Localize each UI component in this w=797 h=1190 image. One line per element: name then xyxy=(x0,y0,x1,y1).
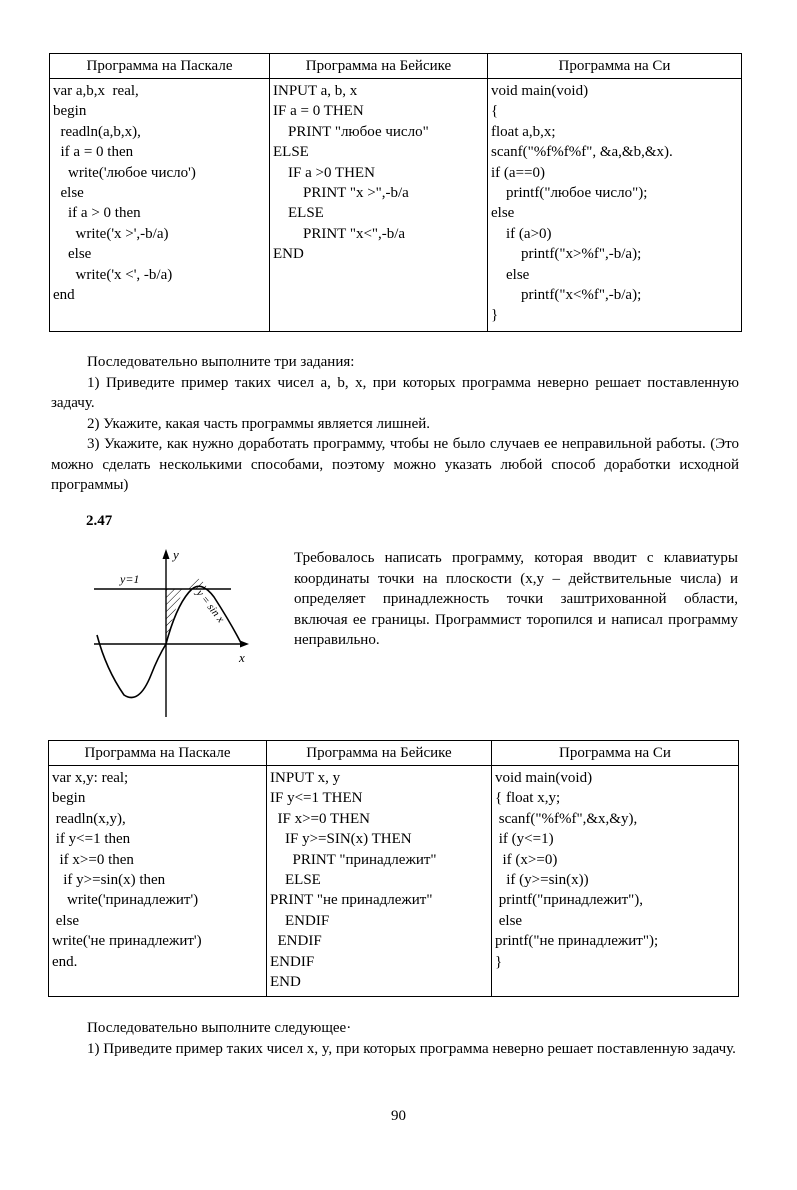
program-table-2 xyxy=(48,740,739,997)
task-intro: Последовательно выполните три задания: xyxy=(87,354,355,370)
y-equals-1-label: y=1 xyxy=(120,572,140,586)
pascal-code xyxy=(49,766,267,997)
problem-number: 2.47 xyxy=(86,513,113,529)
code-line: end xyxy=(53,287,75,304)
code-line: end. xyxy=(52,953,78,970)
code-line: END xyxy=(273,246,304,263)
code-line: var a,b,x real, xyxy=(53,83,139,99)
header-pascal: Программа на Паскале xyxy=(49,741,267,766)
code-line: write('любое число') xyxy=(53,164,196,181)
code-line: readln(x,y), xyxy=(52,810,126,827)
code-line: write('x <', -b/a) xyxy=(53,266,173,283)
code-line: if (x>=0) xyxy=(495,851,558,868)
code-line: PRINT "любое число" xyxy=(273,123,429,140)
code-line: INPUT x, y xyxy=(270,770,341,786)
task-item: 1) Приведите пример таких чисел a, b, x, при которых программа неверно решает поставленную задачу. xyxy=(51,374,739,411)
task-list-2 xyxy=(51,1018,739,1059)
code-line: else xyxy=(53,246,92,263)
code-line: { xyxy=(491,103,499,120)
code-line: printf("любое число"); xyxy=(491,185,648,202)
code-line: PRINT "x<",-b/a xyxy=(273,225,406,242)
x-axis-label: x xyxy=(239,650,245,665)
page-number: 90 xyxy=(391,1108,406,1124)
code-line: printf("не принадлежит"); xyxy=(495,933,659,950)
code-line: scanf("%f%f%f", &a,&b,&x). xyxy=(491,144,673,161)
code-line: else xyxy=(491,205,515,222)
sine-curve-label: y = sin x xyxy=(193,587,227,626)
code-line: else xyxy=(52,912,80,929)
region-graph xyxy=(84,545,264,720)
code-line: ELSE xyxy=(273,144,309,161)
task-item: 1) Приведите пример таких чисел x, y, при которых программа неверно решает поставленную задачу. xyxy=(87,1040,736,1057)
basic-code xyxy=(267,766,492,997)
code-line: IF a = 0 THEN xyxy=(273,103,364,120)
task-item: 3) Укажите, как нужно доработать программу, чтобы не было случаев ее неправильной работы. (Это можно сделать несколькими способами, поэтому можно указать любой способ доработки исходной программы) xyxy=(51,436,739,493)
code-line: ENDIF xyxy=(270,933,322,950)
header-basic: Программа на Бейсике xyxy=(267,741,492,766)
code-line: ELSE xyxy=(270,872,321,889)
code-line: else xyxy=(491,266,530,283)
code-line: begin xyxy=(53,103,87,120)
code-line: scanf("%f%f",&x,&y), xyxy=(495,810,638,827)
c-code xyxy=(492,766,739,997)
code-line: if a > 0 then xyxy=(53,205,141,222)
code-line: write('x >',-b/a) xyxy=(53,225,169,242)
code-line: else xyxy=(495,912,523,929)
code-line: } xyxy=(491,307,499,324)
task-item: 2) Укажите, какая часть программы является лишней. xyxy=(87,415,431,432)
code-line: ELSE xyxy=(273,205,324,222)
code-line: if a = 0 then xyxy=(53,144,134,161)
header-pascal: Программа на Паскале xyxy=(50,54,270,79)
code-line: IF a >0 THEN xyxy=(273,164,375,181)
code-line: var x,y: real; xyxy=(52,770,129,786)
pascal-code xyxy=(50,79,270,332)
code-line: if (a==0) xyxy=(491,164,545,181)
code-line: if (a>0) xyxy=(491,225,552,242)
header-c: Программа на Си xyxy=(492,741,739,766)
code-line: { float x,y; xyxy=(495,790,561,807)
header-c: Программа на Си xyxy=(488,54,742,79)
task-list-1 xyxy=(51,352,739,496)
code-line: write('не принадлежит') xyxy=(52,933,202,950)
c-code xyxy=(488,79,742,332)
code-line: ENDIF xyxy=(270,912,330,929)
code-line: printf("x<%f",-b/a); xyxy=(491,287,642,304)
code-line: END xyxy=(270,974,301,991)
code-line: printf("x>%f",-b/a); xyxy=(491,246,642,263)
code-line: printf("принадлежит"), xyxy=(495,892,644,909)
header-basic: Программа на Бейсике xyxy=(270,54,488,79)
code-line: IF y<=1 THEN xyxy=(270,790,363,807)
code-line: readln(a,b,x), xyxy=(53,123,141,140)
code-line: void main(void) xyxy=(491,83,589,99)
task-intro: Последовательно выполните следующее· xyxy=(87,1020,352,1036)
code-line: if y>=sin(x) then xyxy=(52,872,166,889)
code-line: if (y>=sin(x)) xyxy=(495,872,589,889)
code-line: float a,b,x; xyxy=(491,123,556,140)
code-line: if x>=0 then xyxy=(52,851,134,868)
y-axis-label: y xyxy=(173,547,179,562)
basic-code xyxy=(270,79,488,332)
code-line: INPUT a, b, x xyxy=(273,83,358,99)
y-axis-arrow xyxy=(163,549,170,559)
code-line: PRINT "не принадлежит" xyxy=(270,892,433,909)
program-table-1 xyxy=(49,53,742,332)
code-line: if y<=1 then xyxy=(52,831,131,848)
code-line: IF y>=SIN(x) THEN xyxy=(270,831,412,848)
code-line: PRINT "x >",-b/a xyxy=(273,185,409,202)
code-line: IF x>=0 THEN xyxy=(270,810,370,827)
code-line: write('принадлежит') xyxy=(52,892,199,909)
problem-description: Требовалось написать программу, которая вводит с клавиатуры координаты точки на плоскости (x,y – действительные числа) и определяет принадлежность точки заштрихованной области, включая ее границы. Программист торопился и написал программу неправильно. xyxy=(294,550,738,648)
code-line: } xyxy=(495,953,503,970)
code-line: if (y<=1) xyxy=(495,831,554,848)
code-line: ENDIF xyxy=(270,953,315,970)
code-line: begin xyxy=(52,790,86,807)
code-line: else xyxy=(53,185,84,202)
code-line: void main(void) xyxy=(495,770,593,786)
code-line: PRINT "принадлежит" xyxy=(270,851,437,868)
